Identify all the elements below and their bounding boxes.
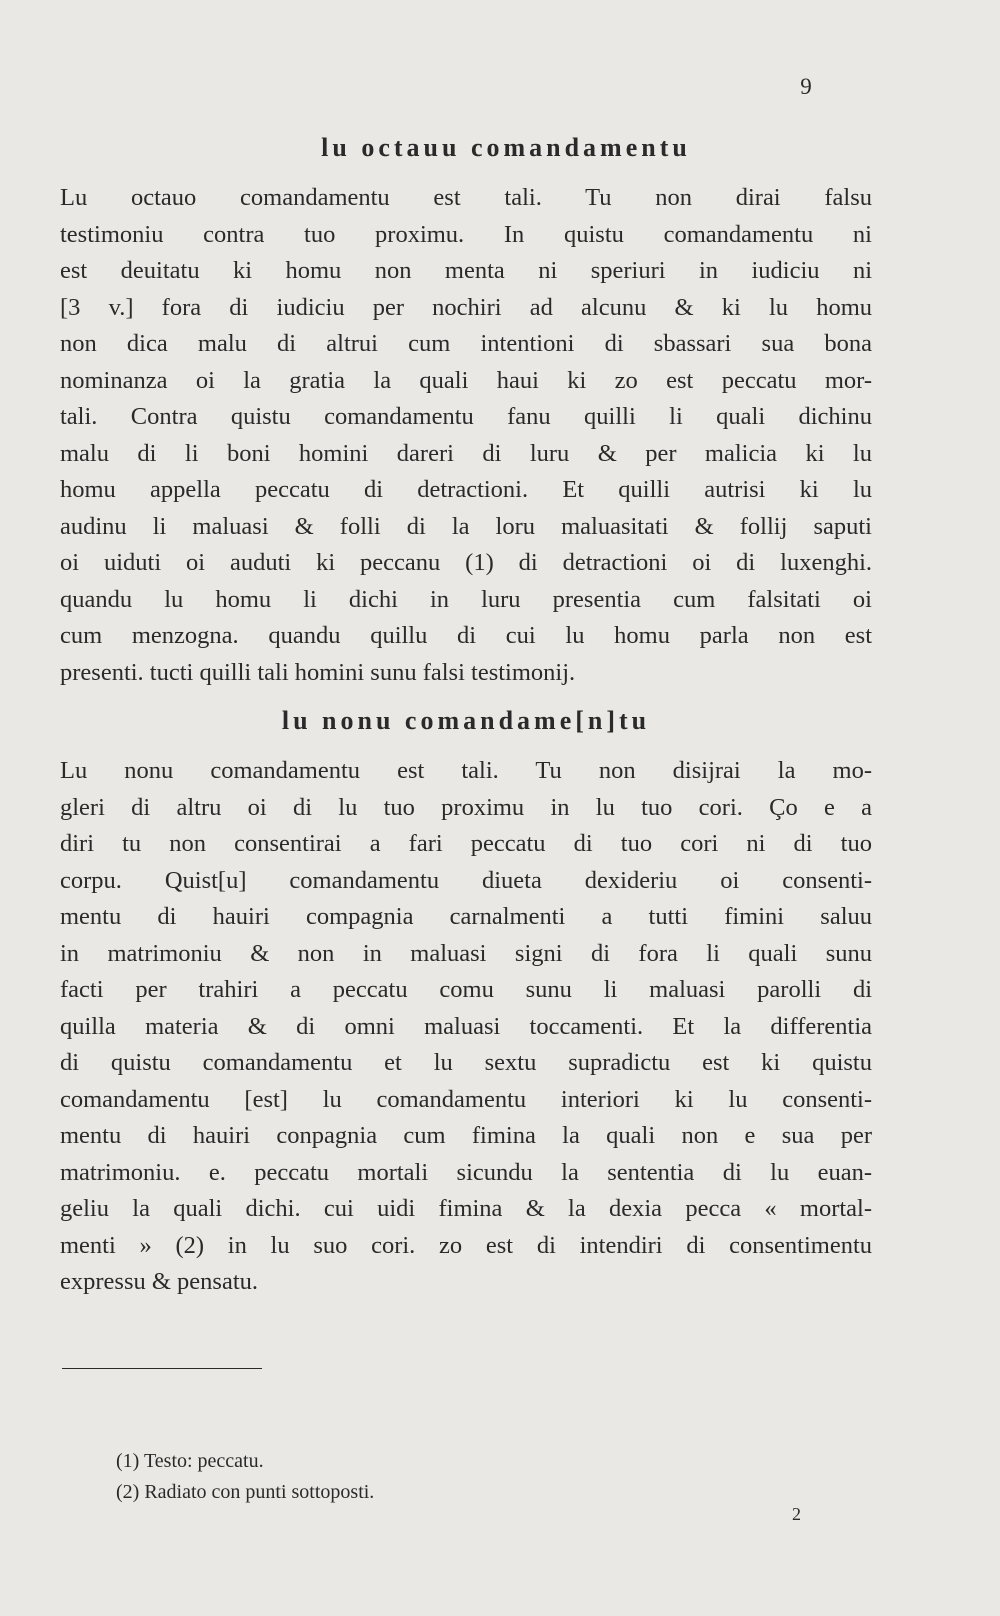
text-line: presenti. tucti quilli tali homini sunu falsi testimonij. (60, 658, 576, 686)
text-line: homu appella peccatu di detractioni. Et quilli autrisi ki lu (60, 476, 872, 503)
footnotes (116, 1446, 374, 1508)
section-heading-octauu: lu octauu comandamentu (321, 133, 691, 162)
text-line: expressu & pensatu. (60, 1268, 258, 1295)
text-line: matrimoniu. e. peccatu mortali sicundu la sententia di lu euan- (60, 1158, 872, 1186)
text-line: menti » (2) in lu suo cori. zo est di intendiri di consentimentu (60, 1231, 872, 1259)
text-line: in matrimoniu & non in maluasi signi di fora li quali sunu (60, 939, 872, 967)
signature-mark: 2 (792, 1504, 801, 1524)
text-line: testimoniu contra tuo proximu. In quistu comandamentu ni (60, 220, 872, 248)
text-line: malu di li boni homini dareri di luru & per malicia ki lu (60, 439, 872, 467)
section-heading-nonu: lu nonu comandame[n]tu (281, 706, 651, 735)
paragraph-nonu (60, 753, 872, 1301)
text-line: geliu la quali dichi. cui uidi fimina & la dexia pecca « mortal- (60, 1195, 872, 1222)
paragraph-octauu (60, 180, 872, 691)
text-line: nominanza oi la gratia la quali haui ki zo est peccatu mor- (60, 366, 872, 394)
text-line: gleri di altru oi di lu tuo proximu in lu tuo cori. Ço e a (60, 793, 872, 821)
footnote-2: (2) Radiato con punti sottoposti. (116, 1481, 375, 1503)
text-line: mentu di hauiri conpagnia cum fimina la quali non e sua per (60, 1122, 872, 1149)
text-line: diri tu non consentirai a fari peccatu di tuo cori ni di tuo (60, 830, 872, 857)
text-line: audinu li maluasi & folli di la loru maluasitati & follij saputi (60, 512, 872, 540)
text-line: oi uiduti oi auduti ki peccanu (1) di detractioni oi di luxenghi. (60, 549, 872, 576)
text-line: est deuitatu ki homu non menta ni speriuri in iudiciu ni (60, 257, 872, 284)
text-line: quandu lu homu li dichi in luru presentia cum falsitati oi (60, 585, 872, 613)
text-line: comandamentu [est] lu comandamentu interiori ki lu consenti- (60, 1085, 872, 1113)
text-line: corpu. Quist[u] comandamentu diueta dexideriu oi consenti- (60, 866, 872, 894)
footnote-rule (62, 1368, 262, 1369)
text-line: mentu di hauiri compagnia carnalmenti a tutti fimini saluu (60, 903, 872, 930)
text-line: facti per trahiri a peccatu comu sunu li maluasi parolli di (60, 976, 872, 1003)
text-line: cum menzogna. quandu quillu di cui lu homu parla non est (60, 622, 872, 649)
page-number: 9 (800, 74, 812, 99)
footnote-1: (1) Testo: peccatu. (116, 1450, 264, 1472)
text-line: tali. Contra quistu comandamentu fanu quilli li quali dichinu (60, 403, 872, 430)
text-line: Lu octauo comandamentu est tali. Tu non dirai falsu (60, 184, 872, 211)
text-line: di quistu comandamentu et lu sextu supradictu est ki quistu (60, 1049, 872, 1076)
text-line: non dica malu di altrui cum intentioni di sbassari sua bona (60, 330, 872, 357)
text-line: Lu nonu comandamentu est tali. Tu non disijrai la mo- (60, 757, 872, 784)
text-line: [3 v.] fora di iudiciu per nochiri ad alcunu & ki lu homu (60, 293, 872, 321)
text-line: quilla materia & di omni maluasi toccamenti. Et la differentia (60, 1012, 872, 1040)
main-text (60, 130, 872, 1301)
